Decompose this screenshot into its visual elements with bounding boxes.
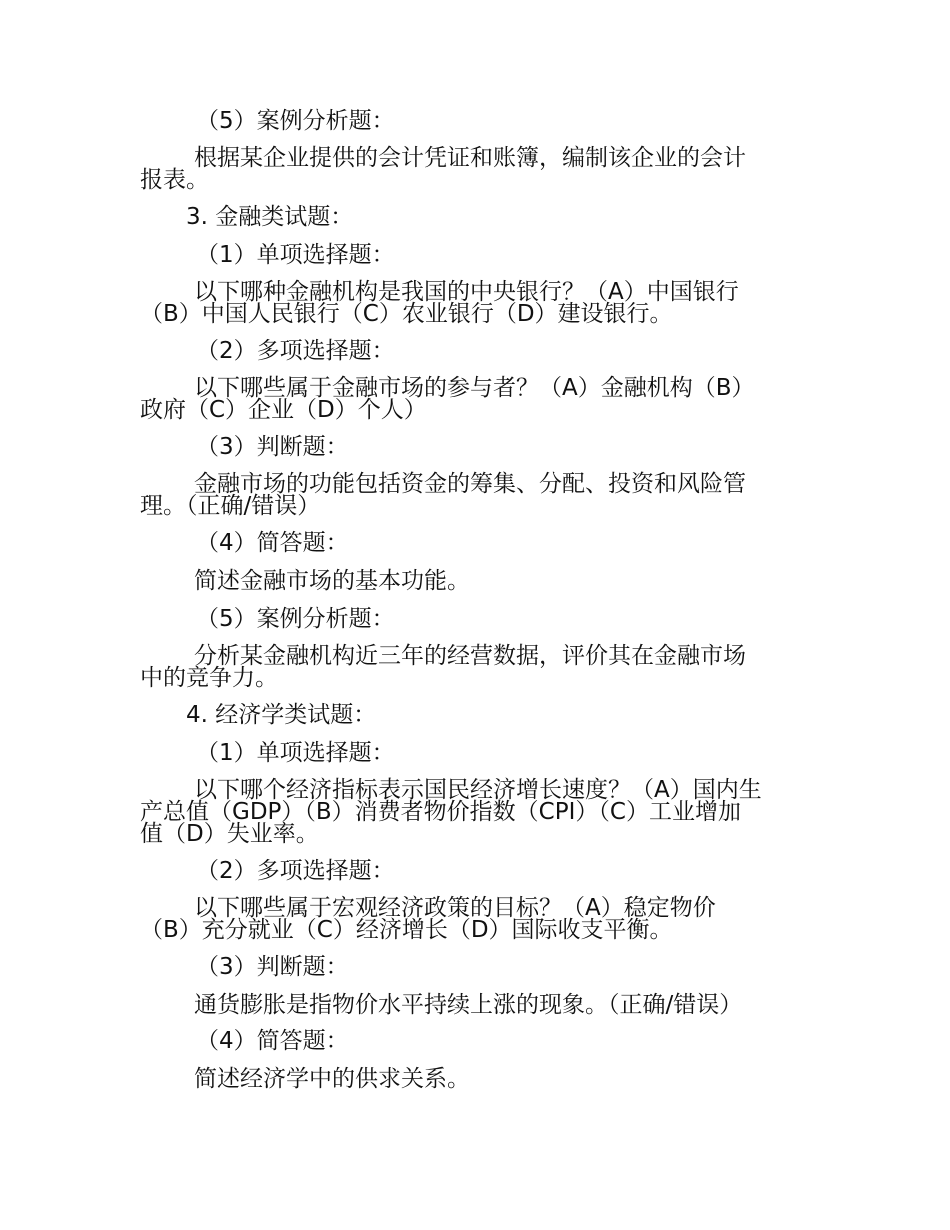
question-type-heading: （1）单项选择题： — [196, 740, 395, 766]
question-line: （B）中国人民银行（C）农业银行（D）建设银行。 — [140, 301, 673, 327]
section-heading: 4. 经济学类试题： — [186, 702, 377, 728]
question-text: 通货膨胀是指物价水平持续上涨的现象。（正确/错误） — [194, 992, 743, 1018]
question-line: 产总值（GDP）（B）消费者物价指数（CPI）（C）工业增加 — [140, 799, 741, 825]
question-text — [140, 779, 762, 845]
question-line: 以下哪个经济指标表示国民经济增长速度？（A）国内生 — [194, 777, 762, 803]
question-line: （B）充分就业（C）经济增长（D）国际收支平衡。 — [140, 917, 673, 943]
question-line: 报表。 — [140, 167, 209, 193]
question-line: 理。（正确/错误） — [140, 493, 321, 519]
question-line: 以下哪些属于宏观经济政策的目标？（A）稳定物价 — [194, 895, 716, 921]
question-type-heading: （5）案例分析题： — [196, 606, 395, 632]
question-type-heading: （4）简答题： — [196, 1028, 349, 1054]
question-line: 分析某金融机构近三年的经营数据，评价其在金融市场 — [194, 643, 746, 669]
question-text: 简述经济学中的供求关系。 — [194, 1066, 470, 1092]
question-type-heading: （1）单项选择题： — [196, 242, 395, 268]
question-type-heading: （5）案例分析题： — [196, 108, 395, 134]
question-type-heading: （4）简答题： — [196, 530, 349, 556]
question-text — [140, 473, 746, 517]
section-heading: 3. 金融类试题： — [186, 204, 354, 230]
question-text — [140, 147, 746, 191]
question-line: 以下哪些属于金融市场的参与者？（A）金融机构（B） — [194, 375, 755, 401]
question-text: 简述金融市场的基本功能。 — [194, 568, 470, 594]
question-line: 中的竞争力。 — [140, 665, 278, 691]
question-type-heading: （2）多项选择题： — [196, 338, 395, 364]
question-line: 金融市场的功能包括资金的筹集、分配、投资和风险管 — [194, 471, 746, 497]
question-line: 以下哪种金融机构是我国的中央银行？（A）中国银行 — [194, 279, 739, 305]
question-line: 值（D）失业率。 — [140, 821, 319, 847]
question-text — [140, 377, 755, 421]
question-text — [140, 645, 746, 689]
question-type-heading: （3）判断题： — [196, 954, 349, 980]
question-type-heading: （3）判断题： — [196, 434, 349, 460]
question-line: 政府（C）企业（D）个人） — [140, 397, 427, 423]
question-text — [140, 897, 716, 941]
question-text — [140, 281, 739, 325]
question-type-heading: （2）多项选择题： — [196, 858, 395, 884]
question-line: 根据某企业提供的会计凭证和账簿，编制该企业的会计 — [194, 145, 746, 171]
